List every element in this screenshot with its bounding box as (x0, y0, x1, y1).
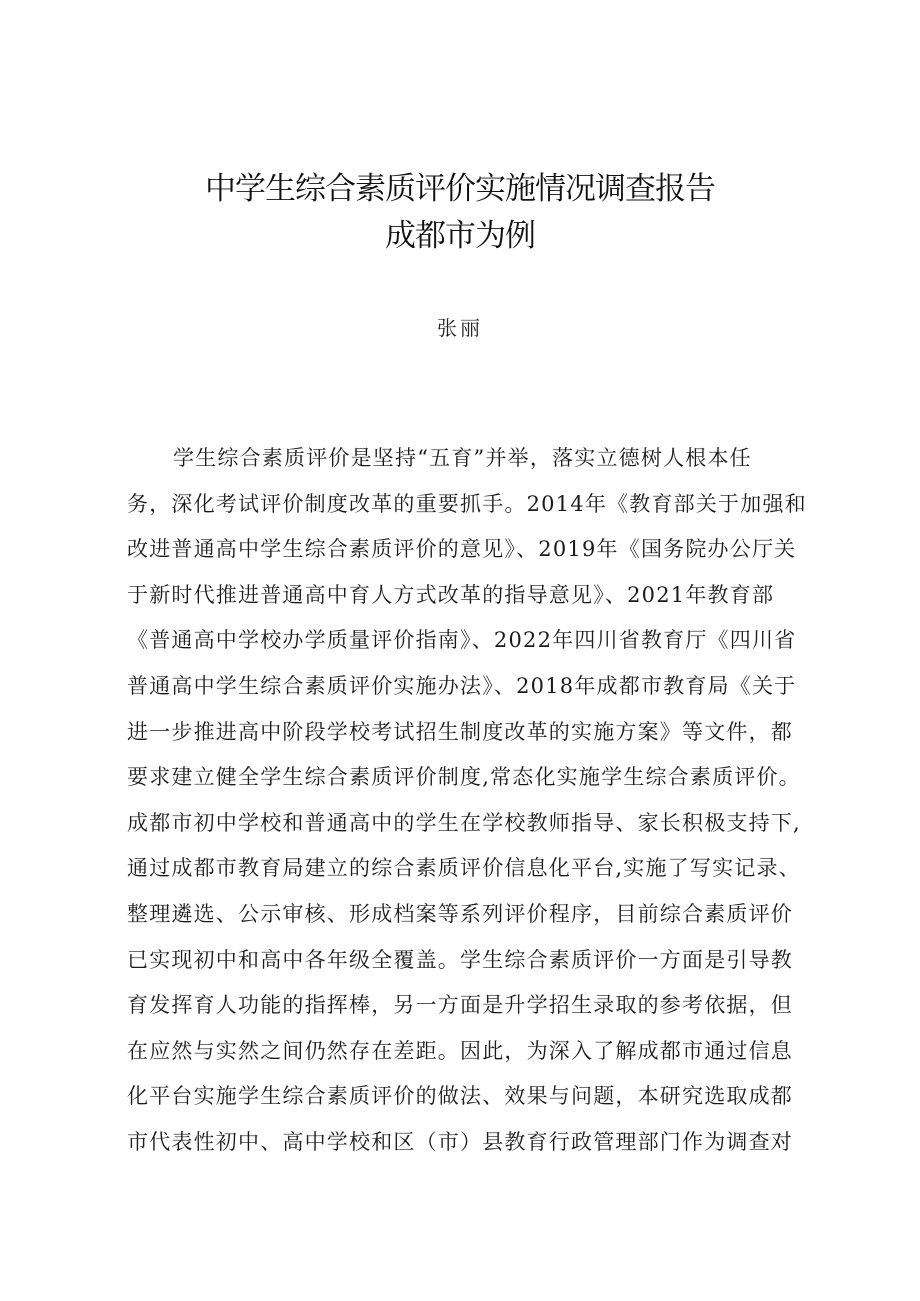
paragraph-line: 于新时代推进普通高中育人方式改革的指导意见》、2021年教育部 (127, 582, 775, 607)
paragraph-line: 化平台实施学生综合素质评价的做法、效果与问题，本研究选取成都 (127, 1084, 793, 1109)
paragraph-line: 《普通高中学校办学质量评价指南》、2022年四川省教育厅《四川省 (127, 628, 797, 653)
document-subtitle: 成都市为例 (385, 218, 535, 254)
paragraph-line: 改进普通高中学生综合素质评价的意见》、2019年《国务院办公厅关 (127, 537, 797, 562)
paragraph-line: 进一步推进高中阶段学校考试招生制度改革的实施方案》等文件，都 (127, 719, 793, 744)
paragraph-line: 成都市初中学校和普通高中的学生在学校教师指导、家长积极支持下, (127, 810, 801, 835)
paragraph-line: 在应然与实然之间仍然存在差距。因此，为深入了解成都市通过信息 (127, 1038, 793, 1063)
paragraph-line: 育发挥育人功能的指挥棒，另一方面是升学招生录取的参考依据，但 (127, 993, 793, 1018)
paragraph-line: 整理遴选、公示审核、形成档案等系列评价程序，目前综合素质评价 (127, 901, 793, 926)
paragraph-line: 务，深化考试评价制度改革的重要抓手。2014年《教育部关于加强和 (127, 491, 807, 516)
body-paragraph (127, 436, 825, 1166)
document-title: 中学生综合素质评价实施情况调查报告 (205, 171, 715, 207)
paragraph-line: 通过成都市教育局建立的综合素质评价信息化平台,实施了写实记录、 (127, 856, 801, 881)
author-name: 张丽 (437, 316, 483, 340)
paragraph-line: 普通高中学生综合素质评价实施办法》、2018年成都市教育局《关于 (127, 673, 797, 698)
paragraph-line: 市代表性初中、高中学校和区（市）县教育行政管理部门作为调查对 (127, 1129, 793, 1154)
paragraph-line: 已实现初中和高中各年级全覆盖。学生综合素质评价一方面是引导教 (127, 947, 793, 972)
paragraph-line: 要求建立健全学生综合素质评价制度,常态化实施学生综合素质评价。 (127, 765, 801, 790)
paragraph-line: 学生综合素质评价是坚持“五育”并举，落实立德树人根本任 (173, 446, 752, 470)
